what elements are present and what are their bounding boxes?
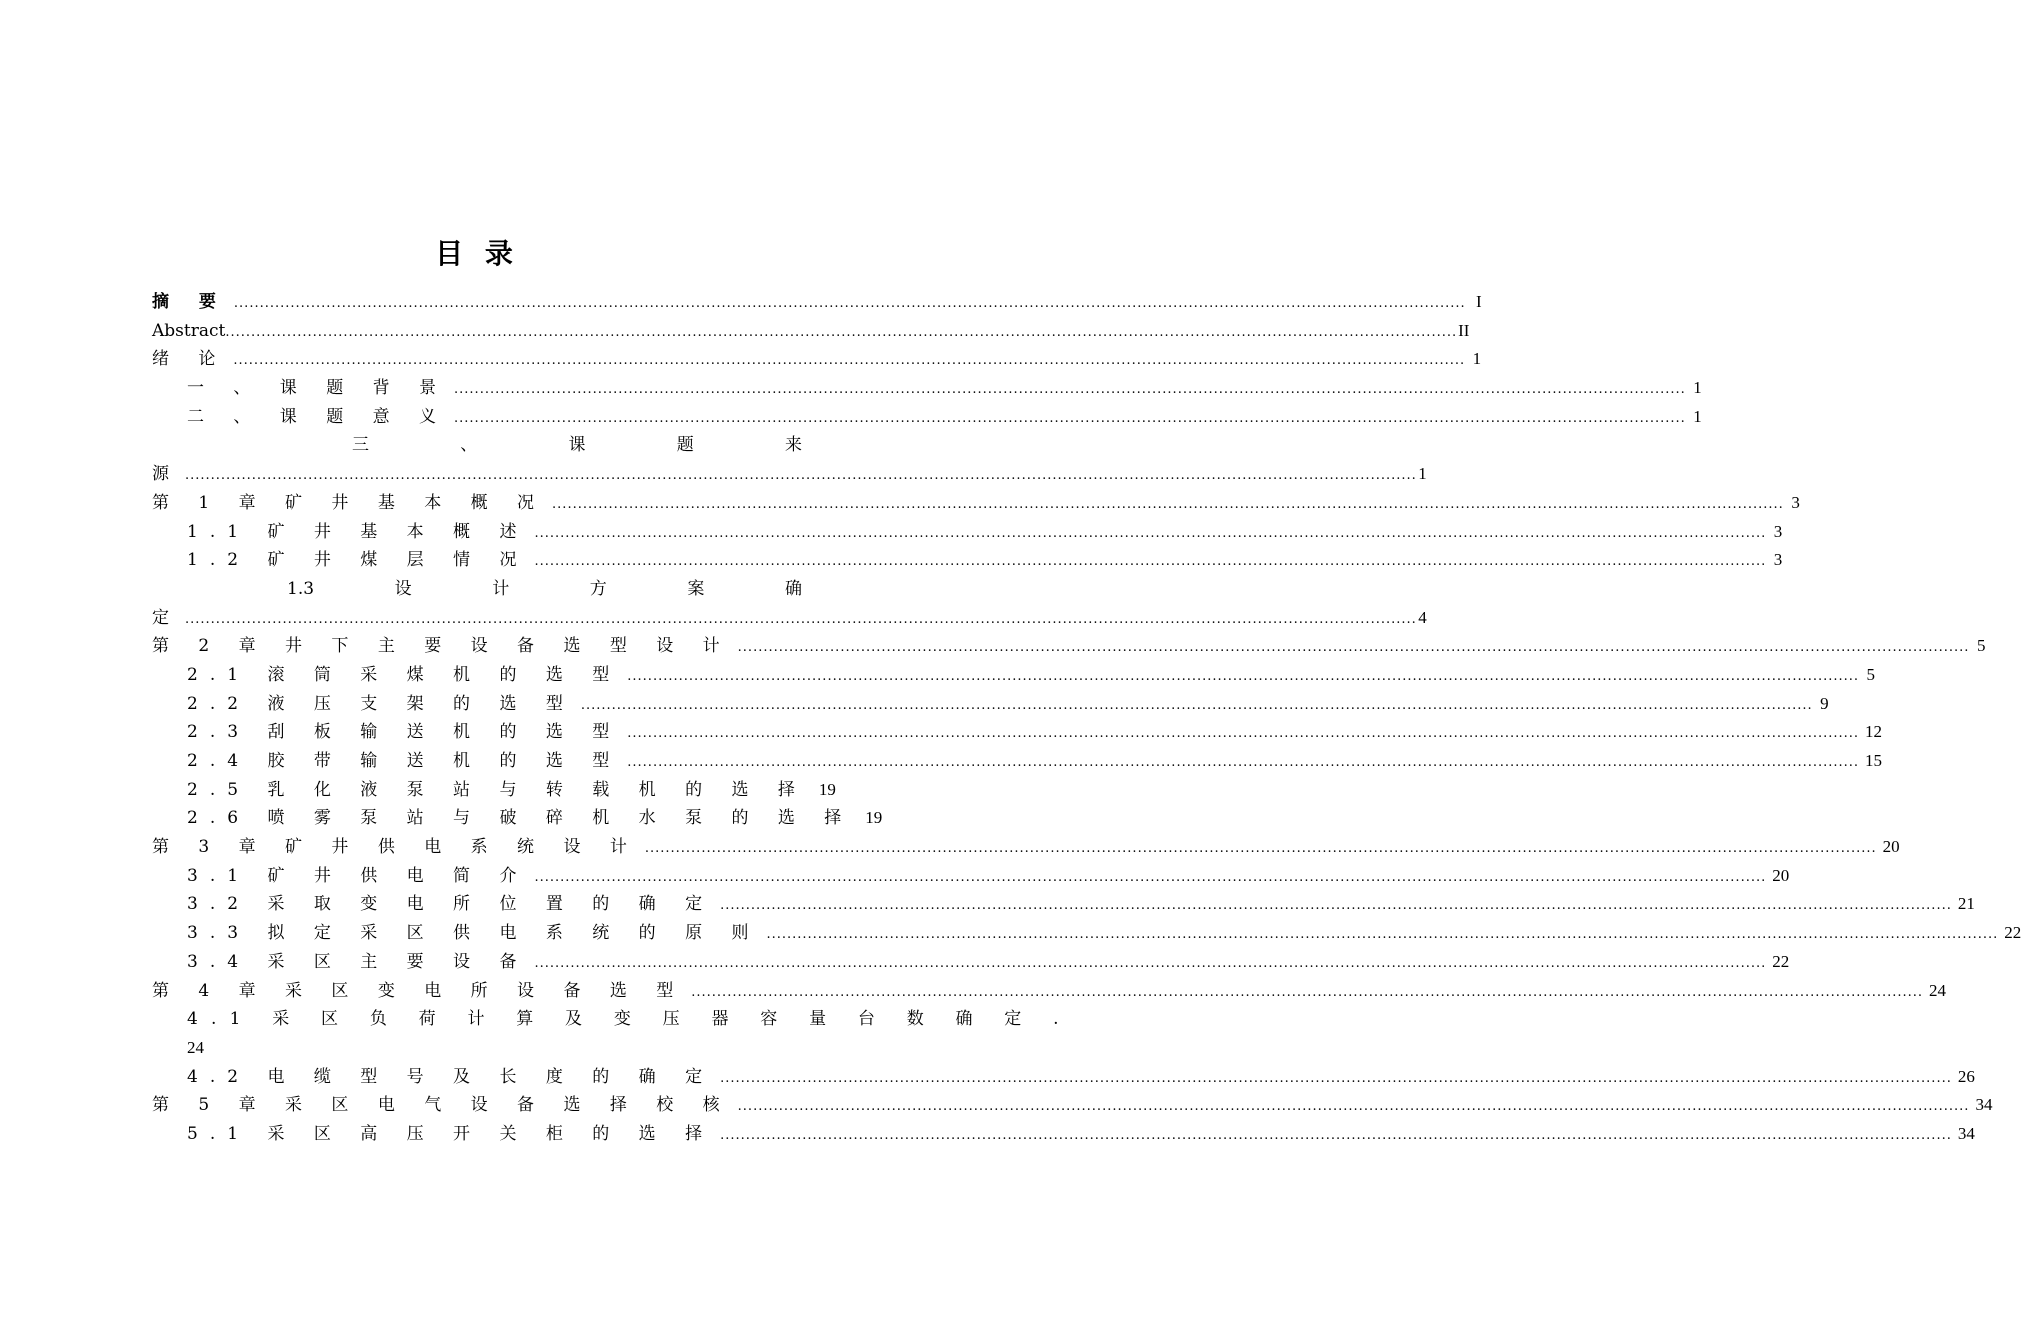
dot-leader [738,634,1970,663]
toc-label: Abstract [152,320,226,341]
toc-label-char: 题 [676,435,694,456]
toc-label: 定 [152,607,181,628]
dot-leader [233,347,1465,376]
dot-leader [720,892,1952,921]
toc-label: 2.4 胶 带 输 送 机 的 选 型 [187,751,622,771]
dot-leader [738,1093,1970,1122]
toc-page: II [1458,320,1470,340]
toc-label-char: 案 [687,578,705,599]
toc-page: 34 [1975,1095,1993,1115]
dot-leader [234,290,1466,319]
toc-entry-2-2[interactable] [152,690,1829,719]
dot-leader [645,835,1877,864]
toc-entry-introduction[interactable] [152,345,1482,374]
toc-page: 34 [1957,1123,1975,1143]
toc-entry-1-2[interactable] [152,546,1783,575]
toc-entry-3-1[interactable] [152,862,1790,891]
toc-label: 3.4 采 区 主 要 设 备 [187,951,529,972]
toc-entry-5-1[interactable] [152,1120,1975,1149]
toc-entry-3-3[interactable] [152,919,2021,948]
toc-label-char: 计 [492,578,510,599]
page-title: 目 录 [435,237,519,270]
toc-entry-1-1[interactable] [152,518,1783,547]
toc-page: 24 [187,1037,204,1057]
toc-label: 2.6 喷 雾 泵 站 与 破 碎 机 水 泵 的 选 择 [187,808,854,829]
toc-entry-3-4[interactable] [152,948,1790,977]
dot-leader [185,462,1417,491]
toc-entry-4-1-line1[interactable] [152,1005,1072,1034]
toc-entry-source-line1[interactable] [152,431,802,460]
toc-entry-2-3[interactable] [152,718,1883,747]
toc-entry-chapter-1[interactable] [152,489,1800,518]
toc-label: 第 5 章 采 区 电 气 设 备 选 择 校 核 [152,1095,732,1116]
toc-page: 26 [1957,1066,1975,1086]
dot-leader [454,376,1686,405]
toc-label: 绪 论 [152,349,228,370]
toc-label: 1.2 矿 井 煤 层 情 况 [187,550,529,571]
toc-label: 第 3 章 矿 井 供 电 系 统 设 计 [152,837,639,858]
toc-page: 24 [1929,980,1947,1000]
toc-label: 第 2 章 井 下 主 要 设 备 选 型 设 计 [152,636,732,657]
dot-leader [185,606,1417,635]
toc-page: 19 [865,808,883,828]
toc-page: 1 [1693,406,1702,426]
toc-page: 20 [1772,865,1790,885]
toc-entry-1-3-line2[interactable] [152,604,1427,633]
toc-entry-4-2[interactable] [152,1063,1975,1092]
document-page [152,0,2021,1344]
dot-leader [627,720,1859,749]
toc-entry-abstract-cn[interactable] [152,288,1482,317]
toc-page: 3 [1773,550,1783,570]
toc-entry-1-3-line1[interactable] [152,575,802,604]
toc-entry-3-2[interactable] [152,890,1975,919]
toc-label: 摘 要 [152,292,228,312]
toc-label: 第 1 章 矿 井 基 本 概 况 [152,492,547,513]
toc-entry-significance[interactable] [152,403,1702,432]
toc-page: 20 [1882,837,1900,857]
toc-entry-4-1-line2[interactable] [152,1034,802,1063]
toc-page: 12 [1865,722,1883,742]
dot-leader [534,864,1766,893]
toc-label: 2.2 液 压 支 架 的 选 型 [187,693,575,714]
toc-page: 1 [1418,464,1427,484]
toc-page: 15 [1865,751,1883,770]
toc-page: 22 [1772,951,1790,971]
dot-leader [691,979,1923,1008]
toc-label: 3.2 采 取 变 电 所 位 置 的 确 定 [187,894,715,915]
toc-label: 4.1 采 区 负 荷 计 算 及 变 压 器 容 量 台 数 确 定 . [187,1009,1072,1030]
toc-entry-2-6[interactable] [152,804,883,833]
toc-entry-2-5[interactable] [152,776,836,805]
dot-leader [627,749,1859,778]
toc-page: 5 [1976,636,1986,656]
toc-label: 二 、 课 题 意 义 [187,406,449,427]
toc-page: 1 [1693,378,1702,398]
table-of-contents [152,288,2021,1149]
toc-label: 2.1 滚 筒 采 煤 机 的 选 型 [187,664,622,685]
toc-label-char: 课 [568,435,586,456]
toc-label: 3.1 矿 井 供 电 简 介 [187,865,529,886]
dot-leader [534,548,1766,577]
toc-label-char: 确 [784,578,802,599]
toc-page: 9 [1820,693,1829,713]
dot-leader [454,405,1686,434]
toc-page: 21 [1957,894,1975,914]
toc-label-char: 1.3 [287,578,315,599]
toc-page: 3 [1773,521,1783,541]
toc-page: 1 [1472,349,1482,369]
toc-entry-chapter-3[interactable] [152,833,1900,862]
toc-page: I [1476,292,1482,311]
dot-leader [627,663,1859,692]
toc-label: 5.1 采 区 高 压 开 关 柜 的 选 择 [187,1123,715,1144]
toc-label: 4.2 电 缆 型 号 及 长 度 的 确 定 [187,1066,715,1087]
toc-entry-abstract-en[interactable] [152,317,1470,346]
dot-leader [766,921,1998,950]
toc-label-char: 、 [460,435,478,456]
dot-leader [534,520,1766,549]
toc-entry-2-1[interactable] [152,661,1876,690]
toc-label: 源 [152,464,181,485]
toc-entry-chapter-4[interactable] [152,977,1947,1006]
toc-entry-chapter-5[interactable] [152,1091,1993,1120]
toc-label: 2.5 乳 化 液 泵 站 与 转 载 机 的 选 择 [187,779,807,800]
toc-entry-background[interactable] [152,374,1702,403]
toc-entry-2-4[interactable] [152,747,1883,776]
toc-page: 19 [818,779,836,799]
dot-leader [552,491,1784,520]
toc-page: 22 [2004,923,2021,943]
toc-label: 3.3 拟 定 采 区 供 电 系 统 的 原 则 [187,923,761,944]
toc-page: 4 [1418,607,1427,627]
toc-page: 5 [1866,664,1876,684]
toc-label-char: 来 [785,435,802,456]
toc-label: 第 4 章 采 区 变 电 所 设 备 选 型 [152,980,686,1001]
toc-label-char: 方 [589,578,607,599]
toc-label: 一 、 课 题 背 景 [187,378,449,399]
toc-entry-source-line2[interactable] [152,460,1427,489]
toc-label: 2.3 刮 板 输 送 机 的 选 型 [187,722,622,743]
dot-leader [720,1122,1952,1151]
toc-entry-chapter-2[interactable] [152,632,1986,661]
toc-label-char: 设 [394,578,412,599]
toc-label-char: 三 [352,435,369,456]
toc-page: 3 [1791,492,1800,512]
dot-leader [581,692,1813,721]
dot-leader [225,319,1457,348]
dot-leader [720,1065,1952,1094]
toc-label: 1.1 矿 井 基 本 概 述 [187,521,529,542]
dot-leader [534,950,1766,979]
